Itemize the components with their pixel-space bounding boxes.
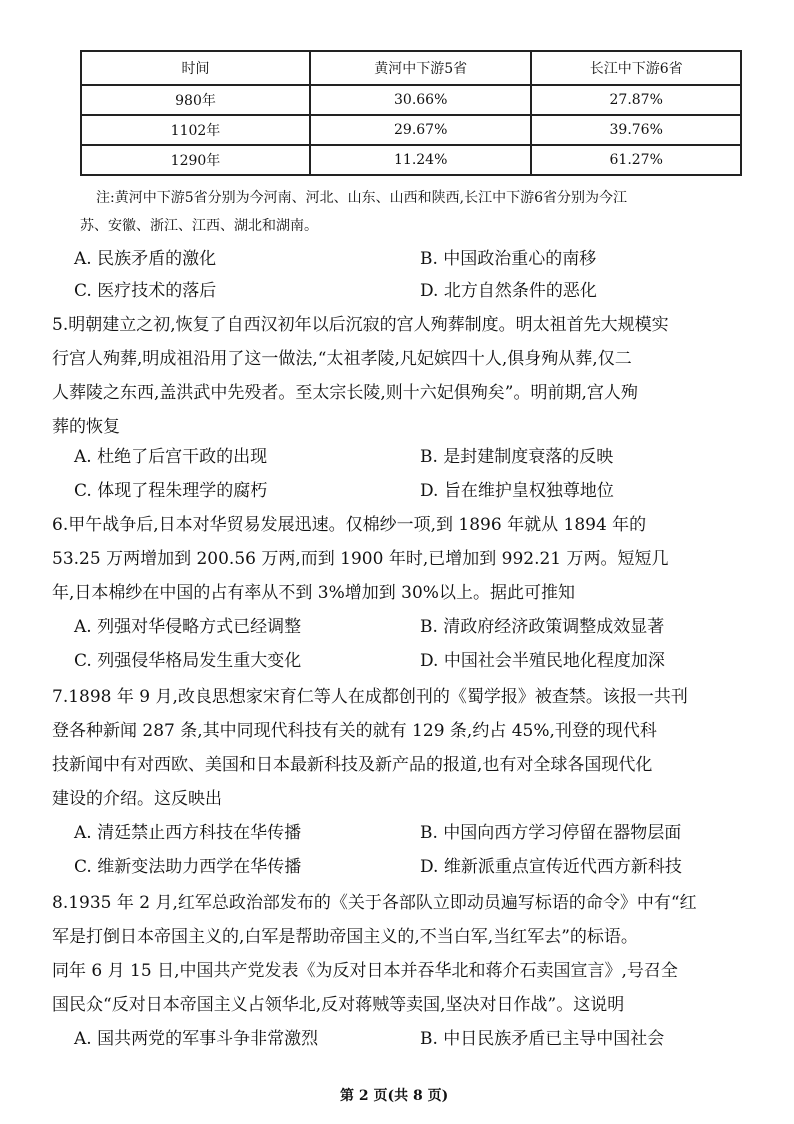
table-row: [81, 145, 741, 175]
q5-option-c: C. 体现了程朱理学的腐朽: [74, 481, 268, 501]
q6-option-a: A. 列强对华侵略方式已经调整: [74, 617, 302, 637]
q4-option-b: B. 中国政治重心的南移: [420, 249, 597, 269]
q6-option-b: B. 清政府经济政策调整成效显著: [420, 617, 665, 637]
q8-option-b: B. 中日民族矛盾已主导中国社会: [420, 1029, 665, 1049]
q5-option-b: B. 是封建制度衰落的反映: [420, 447, 614, 467]
q8-stem-line: 8.1935 年 2 月,红军总政治部发布的《关于各部队立即动员遍写标语的命令》中有“红: [52, 893, 697, 913]
table-header-cell: 时间: [81, 51, 310, 85]
q7-option-d: D. 维新派重点宣传近代西方新科技: [420, 857, 682, 877]
table-header-row: [81, 51, 741, 85]
q4-option-a: A. 民族矛盾的激化: [74, 249, 217, 269]
q7-option-c: C. 维新变法助力西学在华传播: [74, 857, 302, 877]
table-cell: 27.87%: [531, 85, 741, 115]
table-row: [81, 85, 741, 115]
table-cell: 11.24%: [310, 145, 531, 175]
q5-stem-line: 5.明朝建立之初,恢复了自西汉初年以后沉寂的宫人殉葬制度。明太祖首先大规模实: [52, 315, 669, 335]
q5-option-a: A. 杜绝了后宫干政的出现: [74, 447, 268, 467]
q8-stem-line: 同年 6 月 15 日,中国共产党发表《为反对日本并吞华北和蒋介石卖国宣言》,号召全: [52, 961, 678, 981]
table-header-cell: 黄河中下游5省: [310, 51, 531, 85]
q5-stem-line: 行宫人殉葬,明成祖沿用了这一做法,“太祖孝陵,凡妃嫔四十人,俱身殉从葬,仅二: [52, 349, 632, 369]
q6-option-c: C. 列强侵华格局发生重大变化: [74, 651, 302, 671]
q5-stem-line: 人葬陵之东西,盖洪武中先殁者。至太宗长陵,则十六妃俱殉矣”。明前期,宫人殉: [52, 383, 638, 403]
table-cell: 980年: [81, 85, 310, 115]
q8-option-a: A. 国共两党的军事斗争非常激烈: [74, 1029, 319, 1049]
note-line-1: 注:黄河中下游5省分别为今河南、河北、山东、山西和陕西,长江中下游6省分别为今江: [96, 190, 627, 206]
q7-stem-line: 7.1898 年 9 月,改良思想家宋育仁等人在成都创刊的《蜀学报》被查禁。该报一共刊: [52, 687, 688, 707]
q7-stem-line: 建设的介绍。这反映出: [52, 789, 222, 809]
table-row: [81, 115, 741, 145]
q6-option-d: D. 中国社会半殖民地化程度加深: [420, 651, 665, 671]
q8-stem-line: 国民众“反对日本帝国主义占领华北,反对蒋贼等卖国,坚决对日作战”。这说明: [52, 995, 625, 1015]
q4-option-d: D. 北方自然条件的恶化: [420, 281, 597, 301]
table-note: [80, 184, 740, 240]
q5-option-d: D. 旨在维护皇权独尊地位: [420, 481, 614, 501]
table-cell: 1290年: [81, 145, 310, 175]
q7-option-a: A. 清廷禁止西方科技在华传播: [74, 823, 302, 843]
q6-stem-line: 年,日本棉纱在中国的占有率从不到 3%增加到 30%以上。据此可推知: [52, 583, 575, 603]
q6-stem-line: 53.25 万两增加到 200.56 万两,而到 1900 年时,已增加到 992.21 万两。短短几: [52, 549, 669, 569]
q4-option-c: C. 医疗技术的落后: [74, 281, 217, 301]
table-cell: 29.67%: [310, 115, 531, 145]
table-cell: 1102年: [81, 115, 310, 145]
table-header-cell: 长江中下游6省: [531, 51, 741, 85]
table-cell: 61.27%: [531, 145, 741, 175]
q7-stem-line: 登各种新闻 287 条,其中同现代科技有关的就有 129 条,约占 45%,刊登的现代科: [52, 721, 657, 741]
table-cell: 30.66%: [310, 85, 531, 115]
q6-stem-line: 6.甲午战争后,日本对华贸易发展迅速。仅棉纱一项,到 1896 年就从 1894 年的: [52, 515, 647, 535]
note-line-2: 苏、安徽、浙江、江西、湖北和湖南。: [80, 218, 318, 234]
q7-stem-line: 技新闻中有对西欧、美国和日本最新科技及新产品的报道,也有对全球各国现代化: [52, 755, 653, 775]
q5-stem-line: 葬的恢复: [52, 417, 120, 437]
q8-stem-line: 军是打倒日本帝国主义的,白军是帮助帝国主义的,不当白军,当红军去”的标语。: [52, 927, 638, 947]
table-cell: 39.76%: [531, 115, 741, 145]
page-number: 第 2 页(共 8 页): [340, 1088, 449, 1104]
q7-option-b: B. 中国向西方学习停留在器物层面: [420, 823, 682, 843]
population-share-table: [80, 50, 742, 176]
